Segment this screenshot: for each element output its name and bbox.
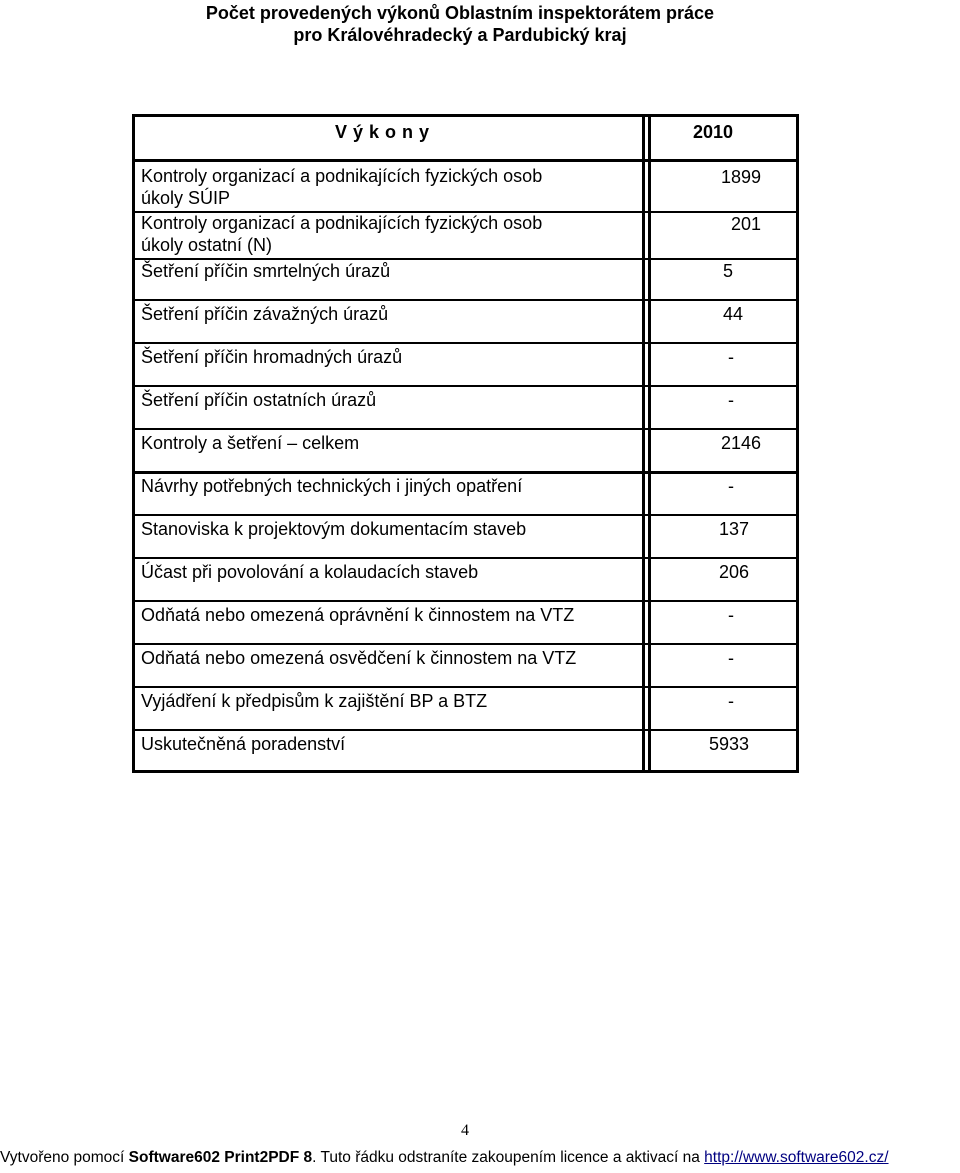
row-divider [135, 729, 796, 731]
performance-table [132, 114, 799, 773]
table-row-label: Odňatá nebo omezená osvědčení k činnostem na VTZ [141, 648, 577, 668]
table-row-value: - [728, 691, 734, 711]
row-divider [135, 428, 796, 430]
row-divider [135, 643, 796, 645]
row-divider [135, 385, 796, 387]
footer-watermark [0, 1148, 960, 1168]
footer-text: . Tuto řádku odstraníte zakoupením licence a aktivací na [312, 1149, 705, 1166]
table-row-label [141, 212, 639, 256]
column-header-label: V ý k o n y [335, 122, 430, 142]
table-row-label: Kontroly a šetření – celkem [141, 433, 360, 453]
table-row-label: Šetření příčin ostatních úrazů [141, 390, 377, 410]
row-divider [135, 557, 796, 559]
table-row-label: Stanoviska k projektovým dokumentacím staveb [141, 519, 527, 539]
label-line: úkoly SÚIP [141, 188, 231, 208]
column-divider [642, 117, 645, 770]
footer-link[interactable]: http://www.software602.cz/ [704, 1149, 889, 1166]
table-row-value: 137 [718, 519, 749, 539]
table-row-value: - [728, 476, 734, 496]
page-number: 4 [461, 1122, 469, 1139]
table-row-label: Šetření příčin hromadných úrazů [141, 347, 403, 367]
table-row-value: 2146 [720, 433, 761, 453]
table-row-value: 5 [722, 261, 733, 281]
row-divider [135, 342, 796, 344]
page-title [0, 2, 920, 46]
label-line: Kontroly organizací a podnikajících fyzických osob [141, 166, 543, 186]
table-row-label: Návrhy potřebných technických i jiných opatření [141, 476, 523, 496]
table-row-label: Vyjádření k předpisům k zajištění BP a BTZ [141, 691, 488, 711]
title-line-1: Počet provedených výkonů Oblastním inspektorátem práce [205, 3, 715, 23]
table-row-value: 201 [730, 214, 761, 234]
row-divider [135, 600, 796, 602]
row-divider [135, 471, 796, 474]
label-line: Kontroly organizací a podnikajících fyzických osob [141, 213, 543, 233]
table-row-value: - [728, 648, 734, 668]
column-header-year: 2010 [692, 122, 733, 142]
row-divider [135, 514, 796, 516]
table-row-label [141, 165, 639, 209]
table-row-value: - [728, 605, 734, 625]
label-line: úkoly ostatní (N) [141, 235, 273, 255]
title-line-2: pro Královéhradecký a Pardubický kraj [293, 25, 627, 45]
table-row-value: 206 [718, 562, 749, 582]
row-divider [135, 686, 796, 688]
table-row-label: Šetření příčin smrtelných úrazů [141, 261, 391, 281]
table-row-value: 44 [722, 304, 743, 324]
footer-product: Software602 Print2PDF 8 [128, 1149, 313, 1166]
table-row-value: 1899 [720, 167, 761, 187]
table-row-label: Odňatá nebo omezená oprávnění k činnostem na VTZ [141, 605, 575, 625]
footer-text: Vytvořeno pomocí [0, 1149, 129, 1166]
table-row-value: - [728, 347, 734, 367]
table-row-label: Účast při povolování a kolaudacích staveb [141, 562, 479, 582]
table-row-label: Šetření příčin závažných úrazů [141, 304, 389, 324]
table-row-value: 5933 [708, 734, 749, 754]
row-divider [135, 159, 796, 162]
row-divider [135, 299, 796, 301]
table-row-value: - [728, 390, 734, 410]
table-row-label: Uskutečněná poradenství [141, 734, 346, 754]
